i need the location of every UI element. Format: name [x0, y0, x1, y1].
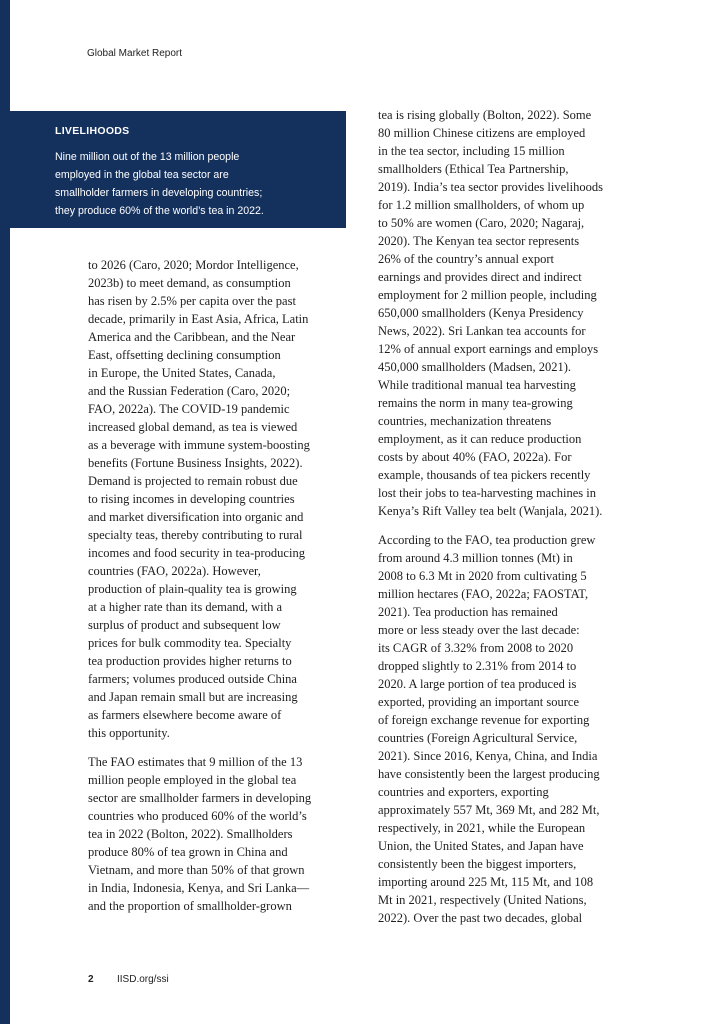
text-line: 2008 to 6.3 Mt in 2020 from cultivating 5	[378, 569, 587, 583]
text-line: 12% of annual export earnings and employs	[378, 342, 599, 356]
text-line: employment for 2 million people, including	[378, 288, 597, 302]
callout-line: employed in the global tea sector are	[55, 169, 229, 181]
callout-body	[55, 148, 326, 220]
text-line: specialty teas, thereby contributing to rural	[88, 528, 303, 542]
text-line: million people employed in the global tea	[88, 773, 297, 787]
text-line: tea is rising globally (Bolton, 2022). Some	[378, 108, 592, 122]
text-line: countries, mechanization threatens	[378, 414, 552, 428]
text-line: News, 2022). Sri Lankan tea accounts for	[378, 324, 586, 338]
text-line: more or less steady over the last decade:	[378, 623, 580, 637]
text-line: has risen by 2.5% per capita over the past	[88, 294, 296, 308]
text-line: increased global demand, as tea is viewed	[88, 420, 298, 434]
text-line: respectively, in 2021, while the European	[378, 821, 586, 835]
text-line: remains the norm in many tea-growing	[378, 396, 573, 410]
text-line: to 2026 (Caro, 2020; Mordor Intelligence,	[88, 258, 299, 272]
text-line: exported, providing an important source	[378, 695, 579, 709]
callout-line: Nine million out of the 13 million people	[55, 151, 240, 163]
text-line: 2020. A large portion of tea produced is	[378, 677, 577, 691]
text-line: benefits (Fortune Business Insights, 2022).	[88, 456, 303, 470]
text-line: earnings and provides direct and indirect	[378, 270, 582, 284]
text-line: smallholders (Ethical Tea Partnership,	[378, 162, 569, 176]
report-header: Global Market Report	[87, 48, 183, 59]
right-column	[378, 106, 603, 938]
text-line: in India, Indonesia, Kenya, and Sri Lanka—	[88, 881, 310, 895]
text-line: of foreign exchange revenue for exporting	[378, 713, 590, 727]
page-number: 2	[88, 974, 94, 985]
text-line: 26% of the country’s annual export	[378, 252, 554, 266]
callout-line: smallholder farmers in developing countries;	[55, 187, 263, 199]
footer-url[interactable]: IISD.org/ssi	[117, 974, 169, 985]
text-line: dropped slightly to 2.31% from 2014 to	[378, 659, 577, 673]
text-line: approximately 557 Mt, 369 Mt, and 282 Mt,	[378, 803, 600, 817]
text-line: sector are smallholder farmers in developing	[88, 791, 312, 805]
callout-title: LIVELIHOODS	[55, 125, 130, 137]
text-line: produce 80% of tea grown in China and	[88, 845, 288, 859]
text-line: as farmers elsewhere become aware of	[88, 708, 282, 722]
text-line: East, offsetting declining consumption	[88, 348, 281, 362]
text-line: importing around 225 Mt, 115 Mt, and 108	[378, 875, 594, 889]
text-line: and market diversification into organic and	[88, 510, 304, 524]
text-line: consistently been the biggest importers,	[378, 857, 577, 871]
text-line: While traditional manual tea harvesting	[378, 378, 576, 392]
body-paragraph	[88, 256, 311, 742]
body-paragraph	[88, 753, 311, 915]
text-line: America and the Caribbean, and the Near	[88, 330, 296, 344]
text-line: and the proportion of smallholder-grown	[88, 899, 292, 913]
text-line: and Japan remain small but are increasing	[88, 690, 298, 704]
text-line: in the tea sector, including 15 million	[378, 144, 565, 158]
livelihoods-callout	[0, 111, 346, 228]
text-line: 2021). Tea production has remained	[378, 605, 558, 619]
text-line: The FAO estimates that 9 million of the 13	[88, 755, 303, 769]
text-line: Vietnam, and more than 50% of that grown	[88, 863, 305, 877]
text-line: tea production provides higher returns to	[88, 654, 292, 668]
text-line: in Europe, the United States, Canada,	[88, 366, 276, 380]
text-line: farmers; volumes produced outside China	[88, 672, 297, 686]
text-line: decade, primarily in East Asia, Africa, Latin	[88, 312, 309, 326]
text-line: from around 4.3 million tonnes (Mt) in	[378, 551, 573, 565]
body-paragraph	[378, 531, 603, 927]
text-line: 2023b) to meet demand, as consumption	[88, 276, 291, 290]
callout-line: they produce 60% of the world’s tea in 2022.	[55, 205, 264, 217]
text-line: production of plain-quality tea is growing	[88, 582, 297, 596]
text-line: employment, as it can reduce production	[378, 432, 582, 446]
text-line: costs by about 40% (FAO, 2022a). For	[378, 450, 572, 464]
text-line: FAO, 2022a). The COVID-19 pandemic	[88, 402, 290, 416]
text-line: 2021). Since 2016, Kenya, China, and India	[378, 749, 598, 763]
text-line: 450,000 smallholders (Madsen, 2021).	[378, 360, 572, 374]
text-line: surplus of product and subsequent low	[88, 618, 281, 632]
text-line: tea in 2022 (Bolton, 2022). Smallholders	[88, 827, 293, 841]
text-line: for 1.2 million smallholders, of whom up	[378, 198, 585, 212]
text-line: as a beverage with immune system-boosting	[88, 438, 310, 452]
text-line: its CAGR of 3.32% from 2008 to 2020	[378, 641, 574, 655]
text-line: 2020). The Kenyan tea sector represents	[378, 234, 580, 248]
text-line: million hectares (FAO, 2022a; FAOSTAT,	[378, 587, 589, 601]
text-line: this opportunity.	[88, 726, 170, 740]
text-line: Demand is projected to remain robust due	[88, 474, 298, 488]
text-line: 2019). India’s tea sector provides livelihoods	[378, 180, 603, 194]
body-paragraph	[378, 106, 603, 520]
text-line: 80 million Chinese citizens are employed	[378, 126, 586, 140]
text-line: Union, the United States, and Japan have	[378, 839, 584, 853]
text-line: to 50% are women (Caro, 2020; Nagaraj,	[378, 216, 585, 230]
text-line: 650,000 smallholders (Kenya Presidency	[378, 306, 584, 320]
text-line: have consistently been the largest producing	[378, 767, 600, 781]
text-line: incomes and food security in tea-producing	[88, 546, 305, 560]
text-line: According to the FAO, tea production grew	[378, 533, 596, 547]
text-line: 2022). Over the past two decades, global	[378, 911, 583, 925]
text-line: prices for bulk commodity tea. Specialty	[88, 636, 292, 650]
text-line: countries (FAO, 2022a). However,	[88, 564, 261, 578]
text-line: and the Russian Federation (Caro, 2020;	[88, 384, 291, 398]
text-line: lost their jobs to tea-harvesting machines in	[378, 486, 597, 500]
text-line: Mt in 2021, respectively (United Nations,	[378, 893, 587, 907]
text-line: countries (Foreign Agricultural Service,	[378, 731, 578, 745]
text-line: example, thousands of tea pickers recently	[378, 468, 591, 482]
text-line: Kenya’s Rift Valley tea belt (Wanjala, 2021).	[378, 504, 603, 518]
text-line: at a higher rate than its demand, with a	[88, 600, 283, 614]
text-line: countries and exporters, exporting	[378, 785, 549, 799]
left-column	[88, 256, 311, 926]
text-line: to rising incomes in developing countries	[88, 492, 295, 506]
text-line: countries who produced 60% of the world’s	[88, 809, 307, 823]
